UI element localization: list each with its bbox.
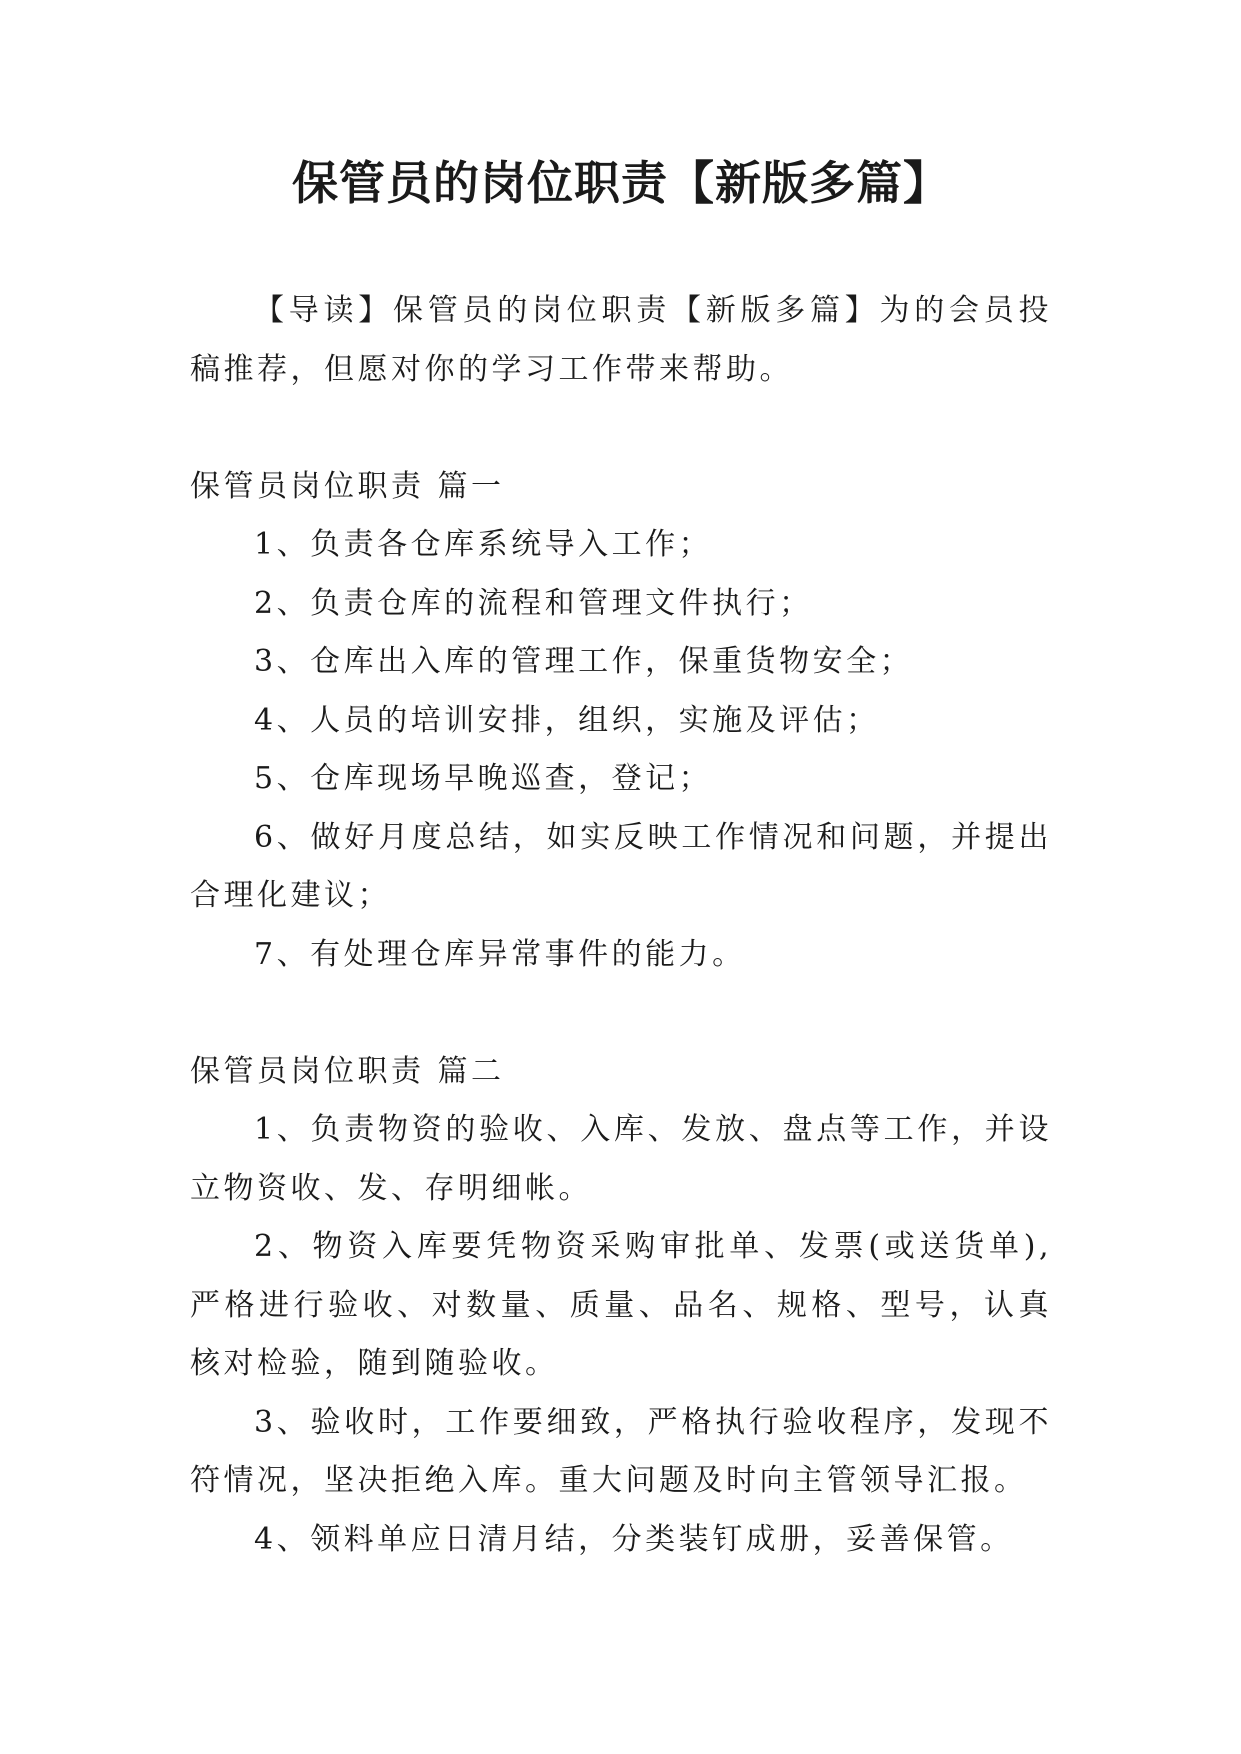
- document-title: 保管员的岗位职责【新版多篇】: [292, 156, 950, 210]
- spacer: [190, 399, 1052, 458]
- spacer: [190, 984, 1052, 1043]
- section-heading: 保管员岗位职责 篇一: [190, 468, 505, 504]
- list-item: 2、物资入库要凭物资采购审批单、发票(或送货单),严格进行验收、对数量、质量、品名、规格、型号，认真核对检验，随到随验收。: [190, 1229, 1052, 1381]
- list-item: 5、仓库现场早晚巡查，登记；: [254, 761, 713, 796]
- intro-paragraph: 【导读】保管员的岗位职责【新版多篇】为的会员投稿推荐，但愿对你的学习工作带来帮助。: [190, 293, 1052, 387]
- list-item: 7、有处理仓库异常事件的能力。: [254, 936, 746, 972]
- list-item: 6、做好月度总结，如实反映工作情况和问题，并提出合理化建议；: [190, 819, 1052, 913]
- list-item: 2、负责仓库的流程和管理文件执行；: [254, 585, 813, 621]
- list-item: 3、验收时，工作要细致，严格执行验收程序，发现不符情况，坚决拒绝入库。重大问题及时向主管领导汇报。: [190, 1404, 1052, 1498]
- list-item: 3、仓库出入库的管理工作，保重货物安全；: [254, 644, 914, 679]
- list-item: 4、人员的培训安排，组织，实施及评估；: [254, 702, 880, 738]
- list-item: 4、领料单应日清月结，分类装钉成册，妥善保管。: [254, 1521, 1014, 1557]
- section-heading: 保管员岗位职责 篇二: [190, 1053, 505, 1089]
- document-body: [190, 282, 1052, 1569]
- list-item: 1、负责各仓库系统导入工作；: [254, 527, 713, 562]
- list-item: 1、负责物资的验收、入库、发放、盘点等工作，并设立物资收、发、存明细帐。: [190, 1112, 1052, 1206]
